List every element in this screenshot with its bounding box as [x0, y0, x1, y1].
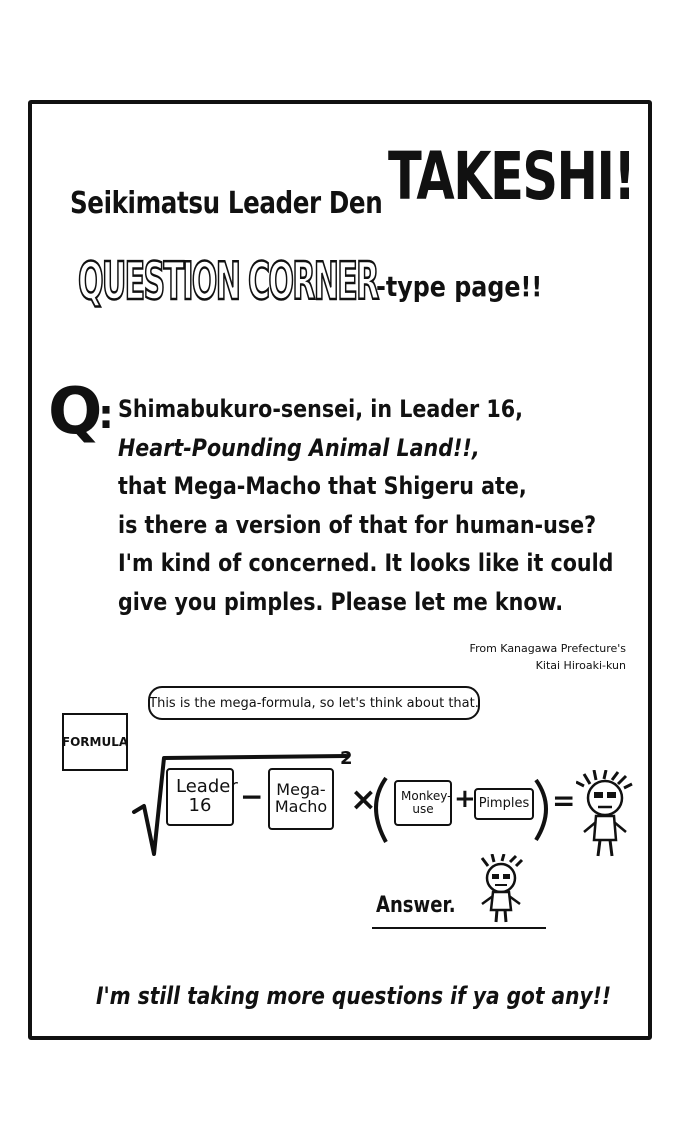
question-corner-heading	[78, 252, 638, 312]
answer-label: Answer.	[376, 893, 456, 918]
question-text	[118, 395, 638, 626]
question-line: Heart-Pounding Animal Land!!,	[118, 433, 480, 462]
question-corner-subtitle: -type page!!	[376, 270, 543, 303]
question-sender	[470, 640, 626, 674]
plus-sign: +	[454, 784, 476, 814]
sender-prefecture: From Kanagawa Prefecture's	[469, 642, 626, 655]
question-line: Shimabukuro-sensei, in Leader 16,	[118, 395, 523, 423]
times-sign: ×	[350, 780, 377, 818]
footer-text: I'm still taking more questions if ya got any!!	[96, 982, 612, 1010]
answer-character-icon	[476, 854, 526, 924]
formula-label-box	[62, 713, 128, 771]
question-colon: :	[98, 392, 114, 438]
mega-macho-box: Mega-Macho	[268, 768, 334, 830]
monkey-use-box: Monkey-use	[394, 780, 452, 826]
question-line: that Mega-Macho that Shigeru ate,	[118, 472, 527, 500]
pimples-box: Pimples	[474, 788, 534, 820]
title	[70, 138, 670, 238]
exponent: 2	[340, 748, 353, 769]
title-takeshi: TAKESHI!	[388, 138, 635, 215]
character-illustration-icon	[576, 770, 634, 860]
speech-bubble	[148, 686, 480, 720]
equals-sign: =	[552, 784, 576, 817]
speech-bubble-text: This is the mega-formula, so let's think about that.	[149, 695, 479, 711]
formula-equation	[130, 750, 650, 860]
question-marker: Q	[48, 375, 103, 449]
question-line: give you pimples. Please let me know.	[118, 587, 564, 616]
title-series: Seikimatsu Leader Den	[70, 186, 383, 221]
formula-label: FORMULA	[61, 735, 129, 749]
answer-underline	[372, 927, 546, 929]
question-line: is there a version of that for human-use?	[118, 510, 597, 539]
leader-16-box: Leader 16	[166, 768, 234, 826]
sender-name: Kitai Hiroaki-kun	[535, 659, 626, 672]
question-line: I'm kind of concerned. It looks like it could	[118, 549, 614, 577]
question-corner-outline-text: QUESTION CORNER	[78, 252, 378, 312]
minus-sign: −	[240, 780, 264, 813]
